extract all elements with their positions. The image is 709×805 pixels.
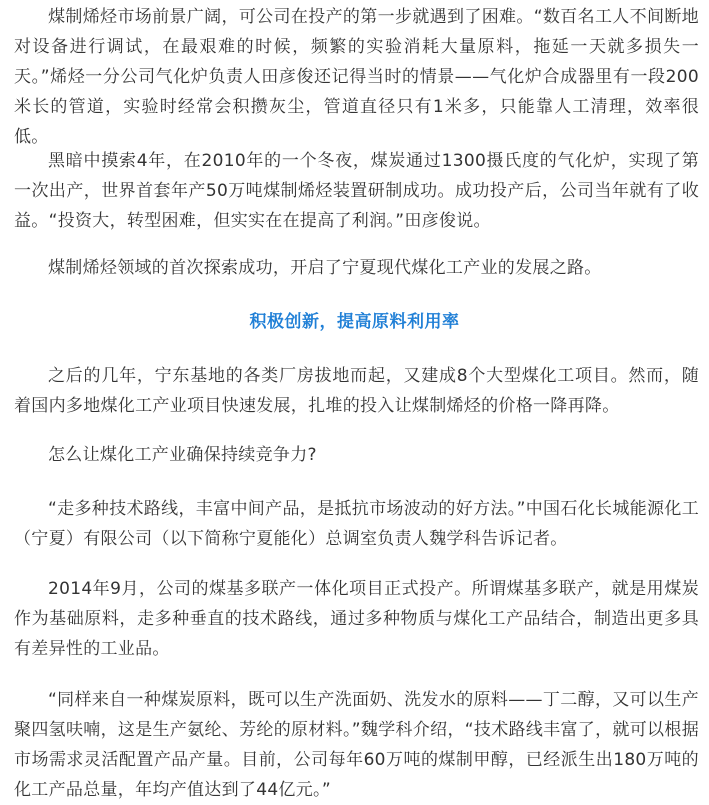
article-paragraph: 煤制烯烃市场前景广阔，可公司在投产的第一步就遇到了困难。“数百名工人不间断地对设备进行调试，在最艰难的时候，频繁的实验消耗大量原料，拖延一天就多损失一天。”烯烃一分公司气化炉负责人田彦俊还记得当时的情景——气化炉合成器里有一段200米长的管道，实验时经常会积攒灰尘，管道直径只有1米多，只能靠人工清理，效率很低。	[14, 7, 699, 147]
article-paragraph: 煤制烯烃领域的首次探索成功，开启了宁夏现代煤化工产业的发展之路。	[48, 258, 602, 278]
article-paragraph: 黑暗中摸索4年，在2010年的一个冬夜，煤炭通过1300摄氏度的气化炉，实现了第一次出产，世界首套年产50万吨煤制烯烃装置研制成功。成功投产后，公司当年就有了收益。“投资大，转型困难，但实实在在提高了利润。”田彦俊说。	[14, 151, 699, 231]
article-paragraph: 2014年9月，公司的煤基多联产一体化项目正式投产。所谓煤基多联产，就是用煤炭作为基础原料，走多种垂直的技术路线，通过多种物质与煤化工产品结合，制造出更多具有差异性的工业品。	[14, 579, 699, 659]
section-heading: 积极创新，提高原料利用率	[249, 312, 460, 332]
article-paragraph: 之后的几年，宁东基地的各类厂房拔地而起，又建成8个大型煤化工项目。然而，随着国内多地煤化工产业项目快速发展，扎堆的投入让煤制烯烃的价格一降再降。	[14, 366, 699, 416]
article-paragraph: 怎么让煤化工产业确保持续竞争力?	[48, 445, 317, 465]
article-paragraph: “同样来自一种煤炭原料，既可以生产洗面奶、洗发水的原料——丁二醇，又可以生产聚四氢呋喃，这是生产氨纶、芳纶的原材料。”魏学科介绍，“技术路线丰富了，就可以根据市场需求灵活配置产品产量。目前，公司每年60万吨的煤制甲醇，已经派生出180万吨的化工产品总量，年均产值达到了44亿元。”	[14, 690, 699, 800]
article-paragraph: “走多种技术路线，丰富中间产品，是抵抗市场波动的好方法。”中国石化长城能源化工（宁夏）有限公司（以下简称宁夏能化）总调室负责人魏学科告诉记者。	[14, 499, 699, 549]
